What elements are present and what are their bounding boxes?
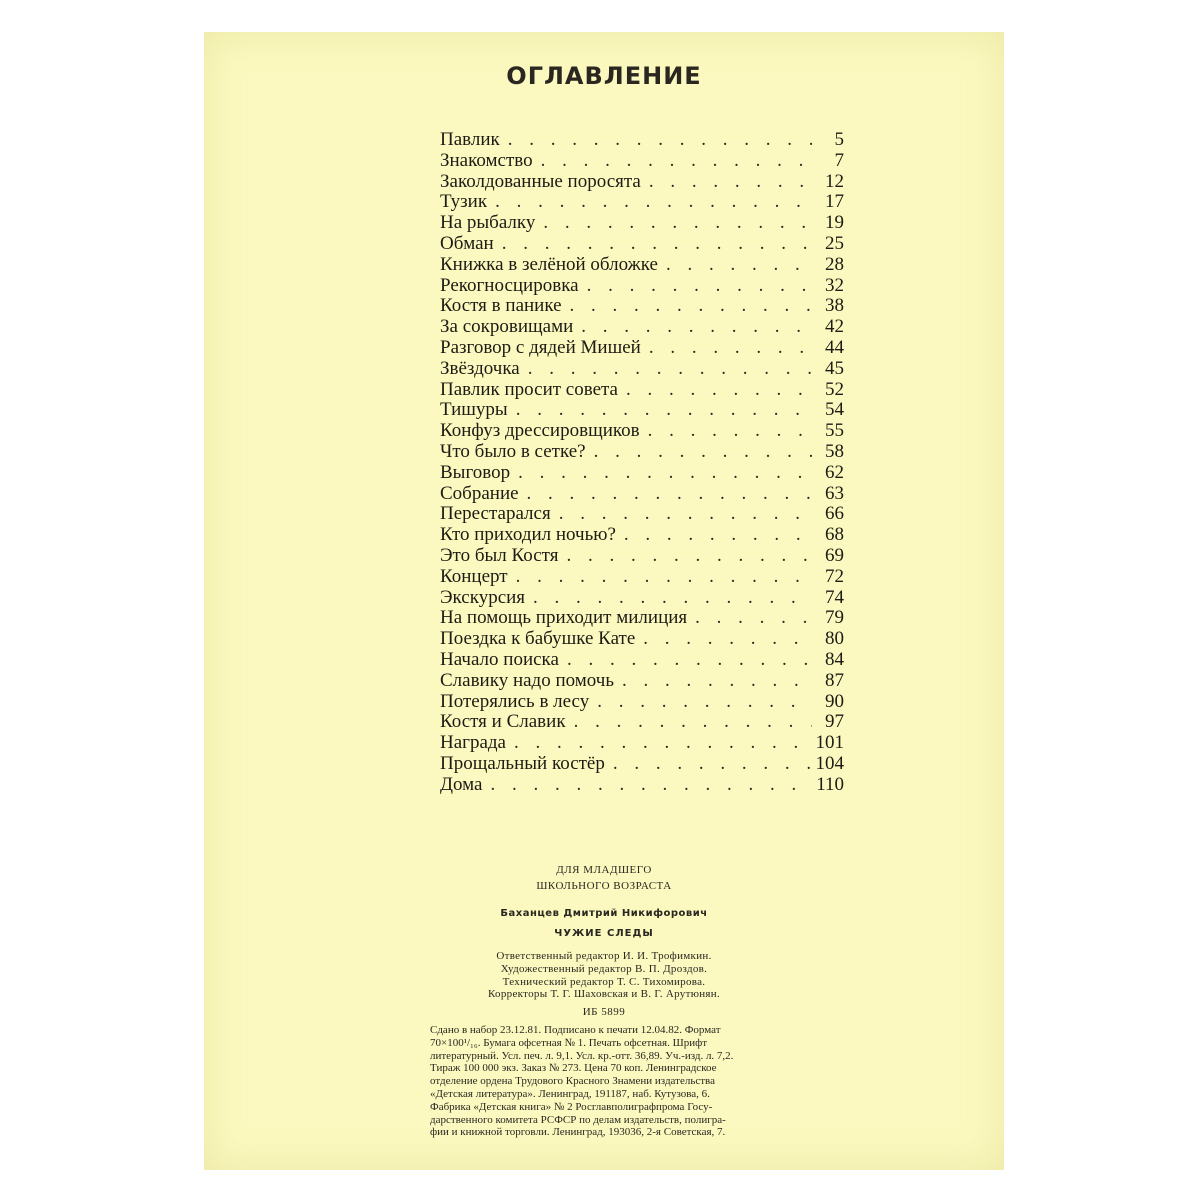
toc-entry-title: Начало поиска [440,648,559,670]
toc-entry [440,588,844,609]
toc-entry-page: 42 [825,316,844,338]
toc-entry [440,629,844,650]
toc-entry-page: 62 [825,461,844,483]
toc-entry-title: Павлик [440,129,500,150]
toc-entry-page: 79 [825,607,844,629]
toc-entry-title: Прощальный костёр [440,752,605,774]
toc-leader-dots [566,546,812,567]
toc-entry-page: 97 [825,711,844,733]
toc-leader-dots [514,733,810,754]
toc-entry-page: 19 [825,212,844,234]
toc-entry [440,671,844,692]
toc-entry-title: Награда [440,732,506,754]
publishing-info [430,1024,840,1139]
toc-entry-page: 54 [825,399,844,421]
publishing-line: «Детская литература». Ленинград, 191187, наб. Кутузова, 6. [430,1087,710,1100]
toc-entry [440,359,844,380]
credit-line: Корректоры Т. Г. Шаховская и В. Г. Арутюнян. [487,988,721,1001]
toc-entry [440,213,844,234]
toc-entry [440,130,844,151]
toc-entry-title: Поездка к бабушке Кате [440,628,636,650]
toc-entry [440,172,844,193]
toc-entry [440,151,844,172]
toc-entry [440,234,844,255]
toc-entry [440,400,844,421]
toc-entry-title: Знакомство [440,149,533,171]
credit-line: Художественный редактор В. П. Дроздов. [500,962,708,975]
publishing-line: Фабрика «Детская книга» № 2 Росглавполиграфпрома Госу- [430,1100,713,1113]
toc-entry [440,712,844,733]
publishing-line: литературный. Усл. печ. л. 9,1. Усл. кр.-отт. 36,89. Уч.-изд. л. 7,2. [430,1049,734,1062]
toc-leader-dots [622,671,812,692]
toc-entry-title: На рыбалку [440,212,536,234]
toc-leader-dots [533,588,812,609]
toc-entry-page: 25 [825,232,844,254]
toc-entry-page: 69 [825,544,844,566]
toc-leader-dots [695,608,812,629]
publishing-line: Тираж 100 000 экз. Заказ № 273. Цена 70 коп. Ленинградское [430,1062,717,1075]
toc-entry [440,546,844,567]
toc-entry-title: Собрание [440,482,519,504]
toc-leader-dots [626,380,812,401]
toc-entry [440,650,844,671]
audience-line: ШКОЛЬНОГО ВОЗРАСТА [536,880,672,892]
toc-entry [440,317,844,338]
toc-entry-title: Костя в панике [440,295,562,317]
toc-leader-dots [613,754,810,775]
toc-leader-dots [649,338,812,359]
toc-entry [440,192,844,213]
toc-entry [440,775,844,796]
toc-entry-page: 80 [825,628,844,650]
toc-entry-title: Тузик [440,191,488,213]
toc-entry [440,380,844,401]
toc-leader-dots [541,151,812,172]
toc-entry [440,442,844,463]
toc-entry-title: Разговор с дядей Мишей [440,336,641,358]
toc-entry-title: Заколдованные поросята [440,170,641,192]
toc-leader-dots [490,775,810,796]
toc-entry-title: Концерт [440,565,508,587]
book-title: ЧУЖИЕ СЛЕДЫ [554,928,654,939]
toc-entry-page: 104 [815,752,844,774]
audience-note [204,862,1004,894]
toc-leader-dots [581,317,812,338]
toc-leader-dots [643,629,812,650]
toc-leader-dots [594,442,812,463]
toc-entry-page: 5 [834,129,844,150]
toc-leader-dots [567,650,812,671]
toc-entry-page: 90 [825,690,844,712]
toc-entry-title: Что было в сетке? [440,440,586,462]
toc-entry-title: Выговор [440,461,511,483]
toc-entry-page: 74 [825,586,844,608]
audience-line: ДЛЯ МЛАДШЕГО [556,864,652,876]
credit-line: Технический редактор Т. С. Тихомирова. [502,975,706,988]
toc-entry-page: 12 [825,170,844,192]
toc-entry [440,255,844,276]
toc-entry [440,692,844,713]
toc-leader-dots [574,712,812,733]
toc-entry-title: Павлик просит совета [440,378,618,400]
toc-leader-dots [666,255,812,276]
table-of-contents [440,130,844,796]
toc-leader-dots [527,484,812,505]
toc-entry [440,484,844,505]
toc-entry [440,421,844,442]
toc-entry-title: Дома [440,773,483,795]
book-page [204,32,1004,1170]
toc-entry-page: 7 [834,149,844,171]
toc-entry-page: 63 [825,482,844,504]
toc-leader-dots [624,525,812,546]
toc-entry-title: Экскурсия [440,586,526,608]
editorial-credits [204,950,1004,1001]
author-name: Баханцев Дмитрий Никифорович [500,908,708,919]
toc-leader-dots [649,172,812,193]
toc-entry-title: Звёздочка [440,357,520,379]
publishing-line: 70×100¹/₁₆. Бумага офсетная № 1. Печать офсетная. Шрифт [430,1036,708,1049]
toc-entry-page: 84 [825,648,844,670]
toc-entry [440,338,844,359]
toc-entry-title: Славику надо помочь [440,669,615,691]
toc-entry-page: 55 [825,420,844,442]
toc-entry-page: 66 [825,503,844,525]
toc-entry [440,525,844,546]
toc-entry-title: Рекогносцировка [440,274,579,296]
ib-number: ИБ 5899 [582,1006,626,1018]
toc-leader-dots [559,504,812,525]
toc-entry-page: 58 [825,440,844,462]
toc-entry-title: Тишуры [440,399,508,421]
toc-leader-dots [543,213,812,234]
toc-entry-title: Книжка в зелёной обложке [440,253,658,275]
toc-entry [440,733,844,754]
toc-entry-page: 72 [825,565,844,587]
toc-entry-page: 44 [825,336,844,358]
toc-entry-page: 110 [816,773,844,795]
publishing-line: фии и книжной торговли. Ленинград, 193036, 2-я Советская, 7. [430,1126,726,1139]
toc-leader-dots [587,276,812,297]
toc-leader-dots [570,296,812,317]
toc-leader-dots [597,692,812,713]
toc-entry-title: Потерялись в лесу [440,690,590,712]
toc-entry [440,504,844,525]
toc-leader-dots [516,400,812,421]
toc-entry-page: 28 [825,253,844,275]
toc-entry-page: 101 [815,732,844,754]
toc-entry [440,463,844,484]
toc-entry-title: Перестарался [440,503,551,525]
toc-entry-title: На помощь приходит милиция [440,607,688,629]
toc-entry [440,754,844,775]
toc-entry-page: 32 [825,274,844,296]
toc-entry [440,608,844,629]
toc-entry-title: Это был Костя [440,544,559,566]
toc-entry-title: За сокровищами [440,316,574,338]
toc-entry-page: 17 [825,191,844,213]
toc-entry-page: 87 [825,669,844,691]
toc-entry [440,296,844,317]
toc-entry-page: 52 [825,378,844,400]
toc-entry-page: 45 [825,357,844,379]
toc-entry-title: Конфуз дрессировщиков [440,420,640,442]
toc-leader-dots [495,192,812,213]
publishing-line: Сдано в набор 23.12.81. Подписано к печати 12.04.82. Формат [430,1024,721,1036]
toc-entry-page: 68 [825,524,844,546]
toc-leader-dots [528,359,812,380]
toc-leader-dots [518,463,812,484]
toc-leader-dots [508,130,812,151]
toc-entry [440,276,844,297]
toc-leader-dots [648,421,812,442]
toc-entry-title: Кто приходил ночью? [440,524,616,546]
toc-leader-dots [516,567,812,588]
page-title: ОГЛАВЛЕНИЕ [506,62,702,90]
toc-leader-dots [502,234,812,255]
credit-line: Ответственный редактор И. И. Трофимкин. [496,950,712,962]
toc-entry-title: Костя и Славик [440,711,566,733]
toc-entry [440,567,844,588]
toc-entry-page: 38 [825,295,844,317]
publishing-line: отделение ордена Трудового Красного Знамени издательства [430,1075,715,1088]
publishing-line: дарственного комитета РСФСР по делам издательств, полигра- [430,1113,726,1126]
toc-entry-title: Обман [440,232,494,254]
